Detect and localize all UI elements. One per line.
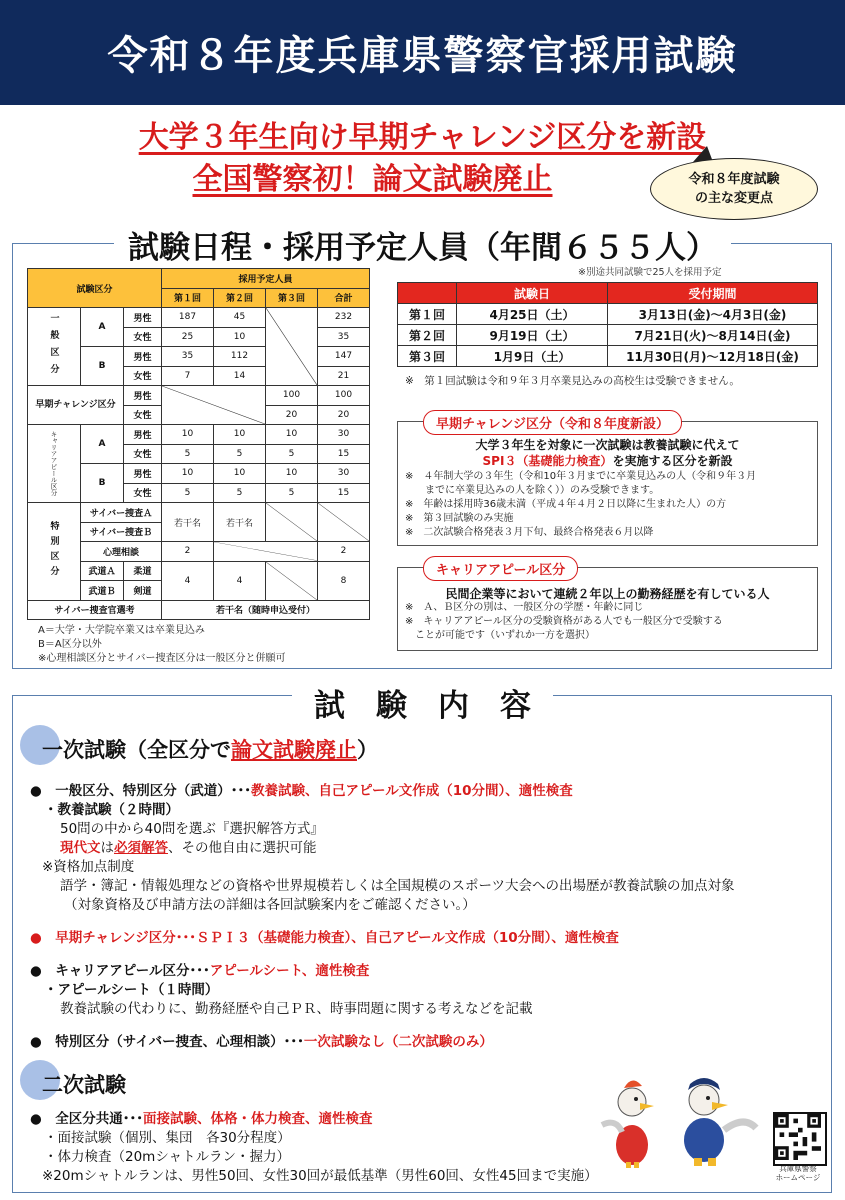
soki-note: ※ 第３回試験のみ実施 xyxy=(405,513,514,524)
male-label: 男性 xyxy=(124,425,162,445)
appeal-head: ・アピールシート（１時間） xyxy=(44,982,219,998)
date-table xyxy=(397,282,818,367)
date-col-period: 受付期間 xyxy=(608,283,818,304)
cell: 35 xyxy=(162,347,214,367)
male-label: 男性 xyxy=(124,308,162,328)
cell: 5 xyxy=(266,483,318,503)
career-label: キャリアアピール区分 xyxy=(28,425,81,503)
shikaku-1: 語学・簿記・情報処理などの資格や世界規模若しくは全国規模のスポーツ大会への出場歴が教養試験の加点対象 xyxy=(60,878,735,894)
second-item-red: 面接試験、体格・体力検査、適性検査 xyxy=(143,1111,373,1127)
female-label: 女性 xyxy=(124,327,162,347)
content-title: 試 験 内 容 xyxy=(292,688,553,724)
appeal-1: 教養試験の代わりに、勤務経歴や自己ＰＲ、時事問題に関する考えなどを記載 xyxy=(60,1001,533,1017)
period-3: 11月30日(月)～12月18日(金) xyxy=(608,346,818,367)
career-note: ※ Ａ、Ｂ区分の別は、一般区分の学歴・年齢に同じ xyxy=(405,602,644,613)
cell: 10 xyxy=(162,464,214,484)
female-label: 女性 xyxy=(124,483,162,503)
exam-date-3: 1月9日（土） xyxy=(457,346,608,367)
female-label: 女性 xyxy=(124,366,162,386)
career-b: B xyxy=(81,464,124,503)
cell: 10 xyxy=(214,327,266,347)
first-exam-heading xyxy=(42,734,378,764)
female-label: 女性 xyxy=(124,444,162,464)
page-title: 令和８年度兵庫県警察官採用試験 xyxy=(0,0,845,105)
career-lead: 民間企業等において連続２年以上の勤務経歴を有している人 xyxy=(445,587,770,601)
cell: 187 xyxy=(162,308,214,328)
bubble-line1: 令和８年度試験 xyxy=(688,172,780,187)
career-a: A xyxy=(81,425,124,464)
schedule-title-wrap xyxy=(0,222,845,267)
first-heading-a: 一次試験（全区分で xyxy=(42,738,231,762)
budo-a-label: 武道Ａ xyxy=(81,561,124,581)
item-career-red: アピールシート、適性検査 xyxy=(209,963,370,979)
cell: 15 xyxy=(318,483,370,503)
exam-date-1: 4月25日（土） xyxy=(457,304,608,325)
cell: 14 xyxy=(214,366,266,386)
soki-tag: 早期チャレンジ区分（令和８年度新設） xyxy=(423,410,682,435)
cell: 10 xyxy=(214,464,266,484)
ippan-label: 一般区分 xyxy=(28,308,81,386)
ippan-a: A xyxy=(81,308,124,347)
cyber-ko-value: 若干名（随時申込受付） xyxy=(162,600,370,620)
first-heading-b: ） xyxy=(357,738,378,762)
kyoyo-head: ・教養試験（２時間） xyxy=(44,802,179,818)
changes-bubble xyxy=(650,158,818,220)
item-tokubetsu-red: 一次試験なし（二次試験のみ） xyxy=(303,1034,493,1050)
career-note: ※ キャリアアピール区分の受験資格がある人でも一般区分で受験する xyxy=(405,616,723,627)
legend-b: B＝A区分以外 xyxy=(38,639,102,650)
legend-note: ※心理相談区分とサイバー捜査区分は一般区分と併願可 xyxy=(38,653,286,664)
cell: 45 xyxy=(214,308,266,328)
cell: 147 xyxy=(318,347,370,367)
career-note: ことが可能です（いずれか一方を選択） xyxy=(405,630,595,641)
period-2: 7月21日(火)～8月14日(金) xyxy=(608,325,818,346)
item-soki: ● 早期チャレンジ区分･･･ＳＰＩ３（基礎能力検査）、自己アピール文作成（10分間）、適性検査 xyxy=(30,930,619,946)
date-note: ※ 第１回試験は令和９年３月卒業見込みの高校生は受験できません。 xyxy=(405,375,740,387)
headline-early-challenge: 大学３年生向け早期チャレンジ区分を新設 xyxy=(138,120,707,155)
cell: 2 xyxy=(162,542,214,562)
cyber-a-label: サイバー捜査Ａ xyxy=(81,503,162,523)
round-3: 第３回 xyxy=(398,346,457,367)
cell: 10 xyxy=(266,464,318,484)
shinri-label: 心理相談 xyxy=(81,542,162,562)
cell: 10 xyxy=(266,425,318,445)
budo-b-label: 武道Ｂ xyxy=(81,581,124,601)
male-label: 男性 xyxy=(124,347,162,367)
diag-cell xyxy=(318,503,370,542)
shikaku-head: ※資格加点制度 xyxy=(42,859,135,875)
item-ippan xyxy=(30,782,830,801)
soki-note: までに卒業見込みの人を除く））のみ受験できます。 xyxy=(405,485,660,496)
cell: 2 xyxy=(318,542,370,562)
planned-header: 採用予定人員 xyxy=(162,269,370,289)
item-ippan-red: 教養試験、自己アピール文作成（10分間）、適性検査 xyxy=(251,783,573,799)
item-tokubetsu xyxy=(30,1033,830,1052)
soki-note: ※ 年齢は採用時36歳未満（平成４年４月２日以降に生まれた人）の方 xyxy=(405,499,727,510)
qr-caption xyxy=(766,1164,830,1182)
cell: 100 xyxy=(266,386,318,406)
diag-cell xyxy=(266,308,318,386)
shikaku-2: （対象資格及び申請方法の詳細は各回試験案内をご確認ください。） xyxy=(64,897,476,913)
item-career xyxy=(30,962,830,981)
hissu: 必須解答 xyxy=(114,840,168,856)
cell: 5 xyxy=(214,483,266,503)
col-2: 第２回 xyxy=(214,288,266,308)
cell: 5 xyxy=(162,444,214,464)
cell: 若干名 xyxy=(214,503,266,542)
item-career-label: ● キャリアアピール区分･･･ xyxy=(30,963,210,979)
second-l2: ・体力検査（20mシャトルラン・握力） xyxy=(44,1149,291,1165)
item-tokubetsu-label: ● 特別区分（サイバー捜査、心理相談）･･･ xyxy=(30,1034,304,1050)
soki-lead xyxy=(397,437,818,469)
soki-note: ※ ４年制大学の３年生（令和10年３月までに卒業見込みの人（令和９年３月 xyxy=(405,471,757,482)
career-tag: キャリアアピール区分 xyxy=(423,556,578,581)
kyoyo2-b: 、その他自由に選択可能 xyxy=(168,840,317,856)
recruit-table xyxy=(27,268,370,620)
gendaibun: 現代文 xyxy=(60,840,101,856)
diag-cell xyxy=(214,542,318,562)
round-1: 第１回 xyxy=(398,304,457,325)
qr-code-icon[interactable] xyxy=(773,1112,827,1166)
mascot-female xyxy=(602,1080,654,1168)
cell: 100 xyxy=(318,386,370,406)
soki-notes xyxy=(405,470,815,540)
cell: 25 xyxy=(162,327,214,347)
cyber-ko-label: サイバー捜査官選考 xyxy=(28,600,162,620)
spi3-label: SPI３（基礎能力検査） xyxy=(482,454,613,468)
date-col-exam: 試験日 xyxy=(457,283,608,304)
cell: 20 xyxy=(266,405,318,425)
second-l1: ・面接試験（個別、集団 各30分程度） xyxy=(44,1130,291,1146)
second-l3: ※20mシャトルランは、男性50回、女性30回が最低基準（男性60回、女性45回まで実施） xyxy=(42,1168,598,1184)
cell: 10 xyxy=(162,425,214,445)
cell: 10 xyxy=(214,425,266,445)
schedule-title: 試験日程・採用予定人員（年間６５５人） xyxy=(114,230,731,266)
cell: 35 xyxy=(318,327,370,347)
diag-cell xyxy=(266,503,318,542)
cell: 30 xyxy=(318,464,370,484)
diag-cell xyxy=(266,561,318,600)
cell: 4 xyxy=(214,561,266,600)
cell: 232 xyxy=(318,308,370,328)
col-3: 第３回 xyxy=(266,288,318,308)
male-label: 男性 xyxy=(124,464,162,484)
cell: 8 xyxy=(318,561,370,600)
joint-exam-note: ※別途共同試験で25人を採用予定 xyxy=(578,267,722,278)
item-ippan-label: ● 一般区分、特別区分（武道）･･･ xyxy=(30,783,252,799)
kyoyo-1: 50問の中から40問を選ぶ『選択解答方式』 xyxy=(60,821,324,837)
mascot-illustration xyxy=(594,1070,764,1170)
bubble-line2: の主な変更点 xyxy=(694,191,773,206)
cell: 21 xyxy=(318,366,370,386)
content-title-wrap xyxy=(0,680,845,725)
ippan-b: B xyxy=(81,347,124,386)
cell: 112 xyxy=(214,347,266,367)
female-label: 女性 xyxy=(124,405,162,425)
judo-label: 柔道 xyxy=(124,561,162,581)
cell: 5 xyxy=(162,483,214,503)
cyber-b-label: サイバー捜査Ｂ xyxy=(81,522,162,542)
cell: 30 xyxy=(318,425,370,445)
legend-a: A＝大学・大学院卒業又は卒業見込み xyxy=(38,625,205,636)
soki-lead-2-rest: を実施する区分を新設 xyxy=(612,454,733,468)
second-exam-heading: 二次試験 xyxy=(42,1073,126,1097)
soki-label: 早期チャレンジ区分 xyxy=(28,386,124,425)
period-1: 3月13日(金)～4月3日(金) xyxy=(608,304,818,325)
first-heading-red: 論文試験廃止 xyxy=(231,738,357,762)
cell: 15 xyxy=(318,444,370,464)
col-total: 合計 xyxy=(318,288,370,308)
tokubetsu-label: 特別区分 xyxy=(28,503,81,601)
male-label: 男性 xyxy=(124,386,162,406)
cell: 若干名 xyxy=(162,503,214,542)
kubun-header: 試験区分 xyxy=(28,269,162,308)
headline-essay-abolished: 全国警察初！論文試験廃止 xyxy=(192,162,553,197)
cell: 7 xyxy=(162,366,214,386)
cell: 5 xyxy=(214,444,266,464)
first-exam-body xyxy=(30,782,830,1052)
exam-date-2: 9月19日（土） xyxy=(457,325,608,346)
cell: 20 xyxy=(318,405,370,425)
qr-caption-1: 兵庫県警察 xyxy=(779,1164,817,1173)
recruit-legend xyxy=(38,624,285,666)
kyoyo2-a: は xyxy=(100,840,114,856)
diag-cell xyxy=(162,386,266,425)
career-notes xyxy=(405,601,815,643)
cell: 4 xyxy=(162,561,214,600)
soki-note: ※ 二次試験合格発表３月下旬、最終合格発表６月以降 xyxy=(405,527,654,538)
round-2: 第２回 xyxy=(398,325,457,346)
date-col-round xyxy=(398,283,457,304)
mascot-male xyxy=(684,1078,756,1166)
soki-lead-2 xyxy=(397,453,818,469)
col-1: 第１回 xyxy=(162,288,214,308)
kyoyo-2 xyxy=(30,839,830,858)
soki-lead-1: 大学３年生を対象に一次試験は教養試験に代えて xyxy=(475,438,740,452)
qr-caption-2: ホームページ xyxy=(775,1173,821,1182)
kendo-label: 剣道 xyxy=(124,581,162,601)
second-item-label: ● 全区分共通･･･ xyxy=(30,1111,144,1127)
cell: 5 xyxy=(266,444,318,464)
